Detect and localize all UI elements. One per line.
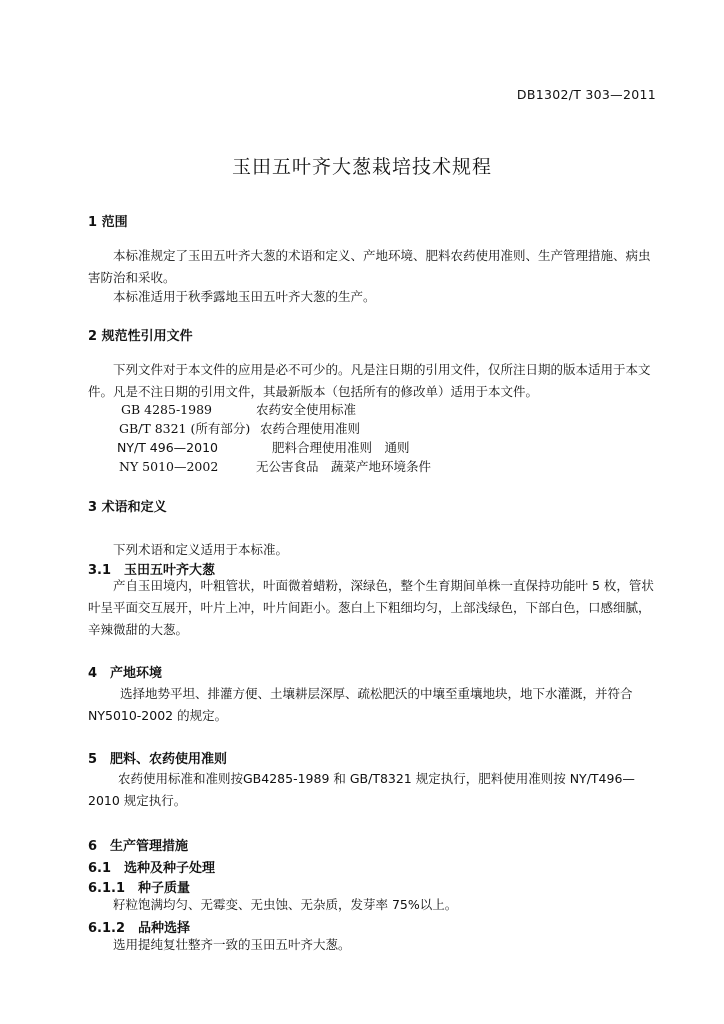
reference-code: NY 5010—2002 xyxy=(119,459,219,474)
section-4-heading: 4 产地环境 xyxy=(88,666,163,681)
reference-title: 无公害食品 蔬菜产地环境条件 xyxy=(256,459,432,474)
section-1-paragraph-1: 本标准规定了玉田五叶齐大葱的术语和定义、产地环境、肥料农药使用准则、生产管理措施、病虫害防治和采收。 xyxy=(88,248,651,285)
section-6-1-heading: 6.1 选种及种子处理 xyxy=(88,861,216,876)
section-3-paragraph-1: 下列术语和定义适用于本标准。 xyxy=(113,542,289,557)
reference-code: NY/T 496—2010 xyxy=(117,440,218,455)
section-2-heading: 2 规范性引用文件 xyxy=(88,329,193,344)
reference-title: 肥料合理使用准则 通则 xyxy=(272,440,410,455)
section-4-paragraph: 选择地势平坦、排灌方便、土壤耕层深厚、疏松肥沃的中壤至重壤地块，地下水灌溉，并符合NY5010-2002 的规定。 xyxy=(88,686,633,723)
section-6-heading: 6 生产管理措施 xyxy=(88,839,189,854)
section-6-1-2-heading: 6.1.2 品种选择 xyxy=(88,921,191,936)
section-1-paragraph-2: 本标准适用于秋季露地玉田五叶齐大葱的生产。 xyxy=(113,289,376,304)
section-1-heading: 1 范围 xyxy=(88,215,128,230)
section-3-1-heading: 3.1 玉田五叶齐大葱 xyxy=(88,563,216,578)
document-code: DB1302/T 303—2011 xyxy=(516,87,656,102)
section-2-paragraph-1: 下列文件对于本文件的应用是必不可少的。凡是注日期的引用文件，仅所注日期的版本适用于本文件。凡是不注日期的引用文件，其最新版本（包括所有的修改单）适用于本文件。 xyxy=(88,362,651,399)
reference-title: 农药安全使用标准 xyxy=(256,402,357,417)
section-3-1-paragraph: 产自玉田境内，叶粗管状，叶面微着蜡粉，深绿色，整个生育期间单株一直保持功能叶 5 枚，管状叶呈平面交互展开，叶片上冲，叶片间距小。葱白上下粗细均匀，上部浅绿色，下部白色，口感细腻，辛辣微甜的大葱。 xyxy=(88,578,654,637)
section-5-heading: 5 肥料、农药使用准则 xyxy=(88,752,228,767)
reference-code: GB/T 8321 (所有部分) xyxy=(119,421,251,436)
section-5-paragraph: 农药使用标准和准则按GB4285-1989 和 GB/T8321 规定执行，肥料使用准则按 NY/T496—2010 规定执行。 xyxy=(88,771,635,808)
section-6-1-1-paragraph: 籽粒饱满均匀、无霉变、无虫蚀、无杂质，发芽率 75%以上。 xyxy=(113,897,458,912)
reference-title: 农药合理使用准则 xyxy=(260,421,361,436)
reference-code: GB 4285-1989 xyxy=(121,402,212,417)
section-6-1-1-heading: 6.1.1 种子质量 xyxy=(88,881,191,896)
section-3-heading: 3 术语和定义 xyxy=(88,500,167,515)
section-6-1-2-paragraph: 选用提纯复壮整齐一致的玉田五叶齐大葱。 xyxy=(113,937,351,952)
document-title: 玉田五叶齐大葱栽培技术规程 xyxy=(231,156,492,178)
